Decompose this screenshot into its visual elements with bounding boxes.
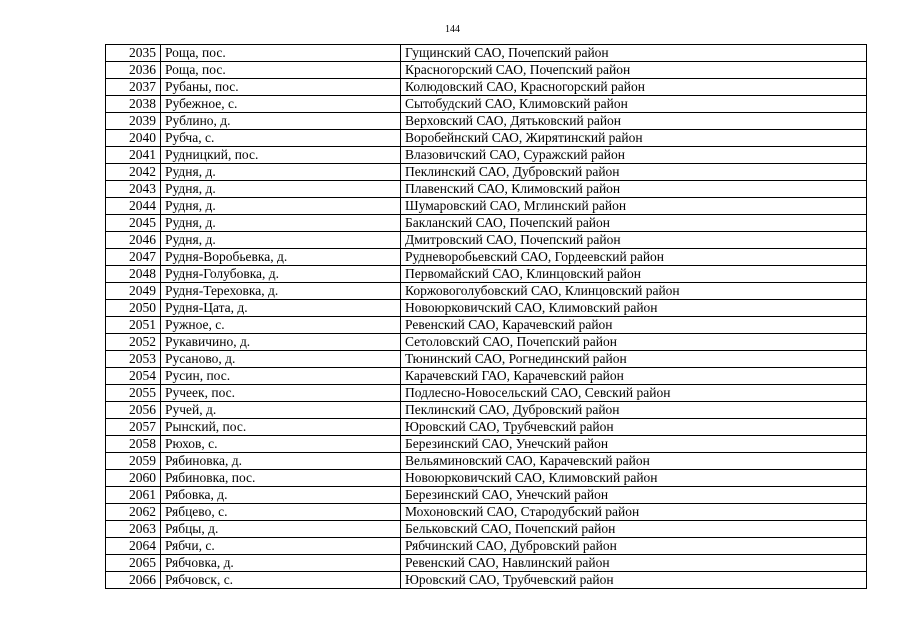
row-number: 2060 xyxy=(106,470,161,487)
settlement-name: Рудня-Голубовка, д. xyxy=(161,266,401,283)
settlement-name: Рублино, д. xyxy=(161,113,401,130)
table-body xyxy=(106,45,867,589)
row-number: 2063 xyxy=(106,521,161,538)
settlement-admin: Плавенский САО, Климовский район xyxy=(401,181,867,198)
table-row xyxy=(106,249,867,266)
row-number: 2062 xyxy=(106,504,161,521)
table-row xyxy=(106,385,867,402)
row-number: 2045 xyxy=(106,215,161,232)
row-number: 2051 xyxy=(106,317,161,334)
settlement-name: Рудня-Воробьевка, д. xyxy=(161,249,401,266)
table-row xyxy=(106,232,867,249)
settlement-admin: Первомайский САО, Клинцовский район xyxy=(401,266,867,283)
settlement-admin: Шумаровский САО, Мглинский район xyxy=(401,198,867,215)
table-row xyxy=(106,351,867,368)
table-row xyxy=(106,96,867,113)
row-number: 2036 xyxy=(106,62,161,79)
row-number: 2066 xyxy=(106,572,161,589)
table-row xyxy=(106,45,867,62)
table-row xyxy=(106,300,867,317)
table-row xyxy=(106,215,867,232)
table-row xyxy=(106,317,867,334)
settlement-admin: Карачевский ГАО, Карачевский район xyxy=(401,368,867,385)
settlement-name: Рябчи, с. xyxy=(161,538,401,555)
settlement-name: Рудня, д. xyxy=(161,181,401,198)
settlement-name: Рябчовск, с. xyxy=(161,572,401,589)
settlement-admin: Бельковский САО, Почепский район xyxy=(401,521,867,538)
settlement-admin: Ревенский САО, Навлинский район xyxy=(401,555,867,572)
row-number: 2040 xyxy=(106,130,161,147)
row-number: 2046 xyxy=(106,232,161,249)
settlement-admin: Колюдовский САО, Красногорский район xyxy=(401,79,867,96)
settlement-name: Рукавичино, д. xyxy=(161,334,401,351)
settlement-admin: Березинский САО, Унечский район xyxy=(401,487,867,504)
row-number: 2054 xyxy=(106,368,161,385)
settlement-name: Рябиновка, д. xyxy=(161,453,401,470)
row-number: 2035 xyxy=(106,45,161,62)
settlement-admin: Дмитровский САО, Почепский район xyxy=(401,232,867,249)
settlement-admin: Новоюрковичский САО, Климовский район xyxy=(401,470,867,487)
row-number: 2044 xyxy=(106,198,161,215)
table-row xyxy=(106,436,867,453)
settlement-admin: Гущинский САО, Почепский район xyxy=(401,45,867,62)
settlement-name: Рудня, д. xyxy=(161,232,401,249)
row-number: 2065 xyxy=(106,555,161,572)
settlement-admin: Юровский САО, Трубчевский район xyxy=(401,572,867,589)
settlement-name: Рынский, пос. xyxy=(161,419,401,436)
settlement-name: Рудня, д. xyxy=(161,198,401,215)
settlement-name: Ружное, с. xyxy=(161,317,401,334)
row-number: 2041 xyxy=(106,147,161,164)
row-number: 2056 xyxy=(106,402,161,419)
settlement-admin: Вельяминовский САО, Карачевский район xyxy=(401,453,867,470)
settlement-admin: Воробейнский САО, Жирятинский район xyxy=(401,130,867,147)
settlement-name: Рябцы, д. xyxy=(161,521,401,538)
settlement-name: Рудня, д. xyxy=(161,164,401,181)
row-number: 2058 xyxy=(106,436,161,453)
settlement-name: Рубежное, с. xyxy=(161,96,401,113)
settlement-admin: Сетоловский САО, Почепский район xyxy=(401,334,867,351)
settlement-admin: Подлесно-Новосельский САО, Севский район xyxy=(401,385,867,402)
settlement-admin: Пеклинский САО, Дубровский район xyxy=(401,164,867,181)
table-row xyxy=(106,504,867,521)
table-row xyxy=(106,368,867,385)
settlement-admin: Тюнинский САО, Рогнединский район xyxy=(401,351,867,368)
settlement-name: Рудня, д. xyxy=(161,215,401,232)
settlement-name: Рудня-Цата, д. xyxy=(161,300,401,317)
settlement-name: Русин, пос. xyxy=(161,368,401,385)
row-number: 2037 xyxy=(106,79,161,96)
settlement-name: Рябцево, с. xyxy=(161,504,401,521)
settlement-name: Рудницкий, пос. xyxy=(161,147,401,164)
settlement-name: Ручей, д. xyxy=(161,402,401,419)
settlement-admin: Рябчинский САО, Дубровский район xyxy=(401,538,867,555)
settlements-table xyxy=(105,44,867,589)
row-number: 2057 xyxy=(106,419,161,436)
settlement-admin: Юровский САО, Трубчевский район xyxy=(401,419,867,436)
row-number: 2042 xyxy=(106,164,161,181)
page-number: 144 xyxy=(445,24,460,35)
table-row xyxy=(106,453,867,470)
settlement-name: Рудня-Тереховка, д. xyxy=(161,283,401,300)
table-row xyxy=(106,555,867,572)
settlement-name: Рябовка, д. xyxy=(161,487,401,504)
settlement-name: Роща, пос. xyxy=(161,45,401,62)
settlement-name: Рюхов, с. xyxy=(161,436,401,453)
table-row xyxy=(106,283,867,300)
settlement-admin: Рудневоробьевский САО, Гордеевский район xyxy=(401,249,867,266)
row-number: 2064 xyxy=(106,538,161,555)
table-row xyxy=(106,79,867,96)
settlement-admin: Коржовоголубовский САО, Клинцовский район xyxy=(401,283,867,300)
settlement-admin: Пеклинский САО, Дубровский район xyxy=(401,402,867,419)
table-row xyxy=(106,266,867,283)
row-number: 2059 xyxy=(106,453,161,470)
row-number: 2038 xyxy=(106,96,161,113)
table-row xyxy=(106,198,867,215)
settlement-admin: Красногорский САО, Почепский район xyxy=(401,62,867,79)
settlement-name: Рябиновка, пос. xyxy=(161,470,401,487)
table-row xyxy=(106,402,867,419)
table-row xyxy=(106,113,867,130)
settlement-name: Рубча, с. xyxy=(161,130,401,147)
table-row xyxy=(106,62,867,79)
settlement-admin: Бакланский САО, Почепский район xyxy=(401,215,867,232)
settlement-name: Русаново, д. xyxy=(161,351,401,368)
table-row xyxy=(106,147,867,164)
settlement-name: Рубаны, пос. xyxy=(161,79,401,96)
table-row xyxy=(106,419,867,436)
row-number: 2052 xyxy=(106,334,161,351)
table-row xyxy=(106,470,867,487)
row-number: 2053 xyxy=(106,351,161,368)
settlement-name: Роща, пос. xyxy=(161,62,401,79)
table-row xyxy=(106,164,867,181)
settlement-admin: Влазовичский САО, Суражский район xyxy=(401,147,867,164)
row-number: 2048 xyxy=(106,266,161,283)
table-row xyxy=(106,181,867,198)
row-number: 2049 xyxy=(106,283,161,300)
settlement-admin: Верховский САО, Дятьковский район xyxy=(401,113,867,130)
row-number: 2055 xyxy=(106,385,161,402)
settlement-admin: Новоюрковичский САО, Климовский район xyxy=(401,300,867,317)
row-number: 2047 xyxy=(106,249,161,266)
row-number: 2050 xyxy=(106,300,161,317)
table-row xyxy=(106,334,867,351)
settlement-admin: Мохоновский САО, Стародубский район xyxy=(401,504,867,521)
table-row xyxy=(106,487,867,504)
settlement-admin: Ревенский САО, Карачевский район xyxy=(401,317,867,334)
table-row xyxy=(106,521,867,538)
settlement-admin: Сытобудский САО, Климовский район xyxy=(401,96,867,113)
table-row xyxy=(106,538,867,555)
settlement-name: Ручеек, пос. xyxy=(161,385,401,402)
row-number: 2061 xyxy=(106,487,161,504)
row-number: 2039 xyxy=(106,113,161,130)
settlement-admin: Березинский САО, Унечский район xyxy=(401,436,867,453)
table-row xyxy=(106,572,867,589)
row-number: 2043 xyxy=(106,181,161,198)
settlement-name: Рябчовка, д. xyxy=(161,555,401,572)
table-row xyxy=(106,130,867,147)
